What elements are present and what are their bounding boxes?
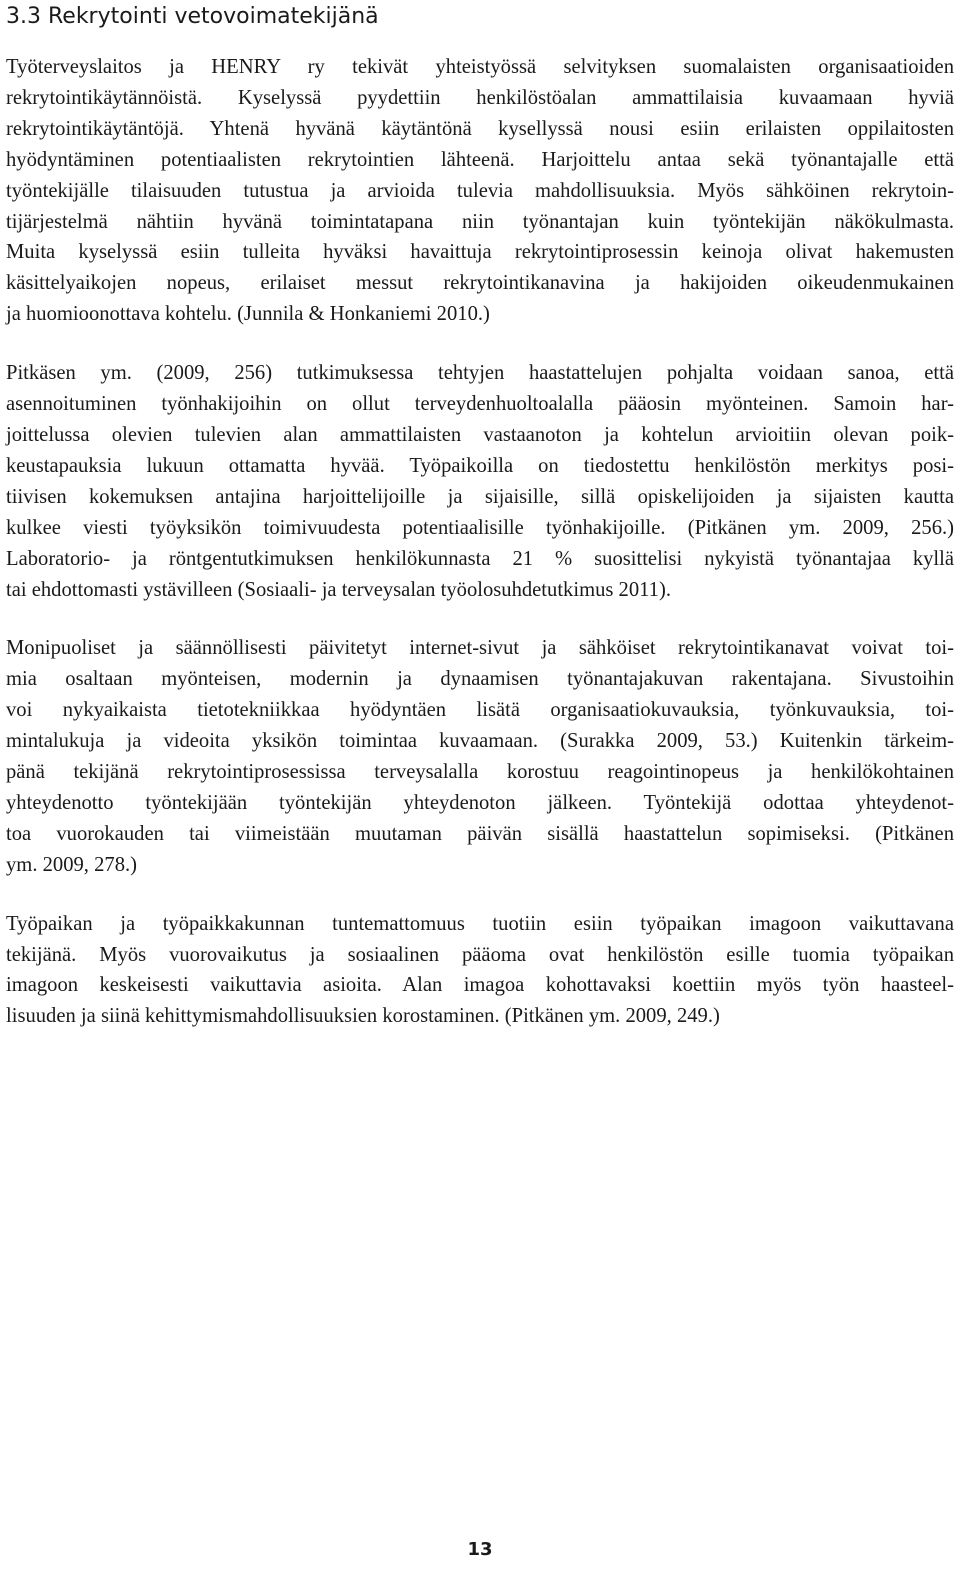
paragraph-line: tijärjestelmä nähtiin hyvänä toimintatapana niin työnantajan kuin työntekijän näkökulmasta.	[6, 210, 954, 233]
paragraph-line: työntekijälle tilaisuuden tutustua ja arvioida tulevia mahdollisuuksia. Myös sähköinen rekrytoin-	[6, 179, 954, 202]
paragraph-line: rekrytointikäytäntöjä. Yhtenä hyvänä käytäntönä kysellyssä nousi esiin erilaisten oppilaitosten	[6, 117, 954, 140]
paragraph-line: joittelussa olevien tulevien alan ammattilaisten vastaanoton ja kohtelun arvioitiin olevan poik-	[6, 423, 954, 446]
paragraph-line: tai ehdottomasti ystävilleen (Sosiaali- ja terveysalan työolosuhdetutkimus 2011).	[6, 578, 671, 601]
paragraph-line: tiivisen kokemuksen antajina harjoittelijoille ja sijaisille, sillä opiskelijoiden ja sijaisten kautta	[6, 485, 954, 508]
paragraph-line: mia osaltaan myönteisen, modernin ja dynaamisen työnantajakuvan rakentajana. Sivustoihin	[6, 668, 954, 691]
paragraph-line: ja huomioonottava kohtelu. (Junnila & Honkaniemi 2010.)	[6, 303, 490, 326]
paragraph	[6, 52, 954, 330]
paragraph-line: pänä tekijänä rekrytointiprosessissa terveysalalla korostuu reagointinopeus ja henkilökohtainen	[6, 761, 954, 784]
paragraph-line: tekijänä. Myös vuorovaikutus ja sosiaalinen pääoma ovat henkilöstön esille tuomia työpaikan	[6, 943, 954, 966]
paragraph-line: voi nykyaikaista tietotekniikkaa hyödyntäen lisätä organisaatiokuvauksia, työnkuvauksia, toi-	[6, 699, 954, 722]
paragraph-line: lisuuden ja siinä kehittymismahdollisuuksien korostaminen. (Pitkänen ym. 2009, 249.)	[6, 1005, 720, 1028]
document-page	[6, 0, 954, 1571]
paragraph	[6, 909, 954, 1033]
paragraph-line: keustapauksia lukuun ottamatta hyvää. Työpaikoilla on tiedostettu henkilöstön merkitys posi-	[6, 454, 954, 477]
paragraph-line: toa vuorokauden tai viimeistään muutaman päivän sisällä haastattelun sopimiseksi. (Pitkänen	[6, 822, 954, 845]
paragraph	[6, 358, 954, 605]
paragraph-line: kulkee viesti työyksikön toimivuudesta potentiaalisille työnhakijoille. (Pitkänen ym. 2009, 256.)	[6, 516, 954, 539]
paragraph-line: mintalukuja ja videoita yksikön toimintaa kuvaamaan. (Surakka 2009, 53.) Kuitenkin tärkeim-	[6, 730, 954, 753]
paragraph-line: Laboratorio- ja röntgentutkimuksen henkilökunnasta 21 % suosittelisi nykyistä työnantajaa kyllä	[6, 547, 954, 570]
paragraph-line: rekrytointikäytännöistä. Kyselyssä pyydettiin henkilöstöalan ammattilaisia kuvaamaan hyviä	[6, 86, 954, 109]
paragraph-line: hyödyntäminen potentiaalisten rekrytointien lähteenä. Harjoittelu antaa sekä työnantajalle että	[6, 148, 954, 171]
page-number: 13	[467, 1539, 493, 1560]
section-heading: 3.3 Rekrytointi vetovoimatekijänä	[6, 4, 379, 29]
paragraph-line: yhteydenotto työntekijään työntekijän yhteydenoton jälkeen. Työntekijä odottaa yhteydenot-	[6, 791, 954, 814]
paragraph-line: Muita kyselyssä esiin tulleita hyväksi havaittuja rekrytointiprosessin keinoja olivat hakemusten	[6, 241, 954, 264]
paragraph-line: asennoituminen työnhakijoihin on ollut terveydenhuoltoalalla pääosin myönteinen. Samoin har-	[6, 393, 954, 416]
paragraph-line: käsittelyaikojen nopeus, erilaiset messut rekrytointikanavina ja hakijoiden oikeudenmukainen	[6, 272, 954, 295]
paragraph-line: Pitkäsen ym. (2009, 256) tutkimuksessa tehtyjen haastattelujen pohjalta voidaan sanoa, että	[6, 362, 954, 385]
paragraph	[6, 633, 954, 880]
paragraph-line: Monipuoliset ja säännöllisesti päivitetyt internet-sivut ja sähköiset rekrytointikanavat voivat toi-	[6, 637, 954, 660]
paragraph-line: ym. 2009, 278.)	[6, 853, 137, 876]
body-text	[6, 52, 954, 1060]
paragraph-line: Työpaikan ja työpaikkakunnan tuntemattomuus tuotiin esiin työpaikan imagoon vaikuttavana	[6, 912, 954, 935]
paragraph-line: imagoon keskeisesti vaikuttavia asioita. Alan imagoa kohottavaksi koettiin myös työn haasteel-	[6, 974, 954, 997]
paragraph-line: Työterveyslaitos ja HENRY ry tekivät yhteistyössä selvityksen suomalaisten organisaatioiden	[6, 56, 954, 78]
